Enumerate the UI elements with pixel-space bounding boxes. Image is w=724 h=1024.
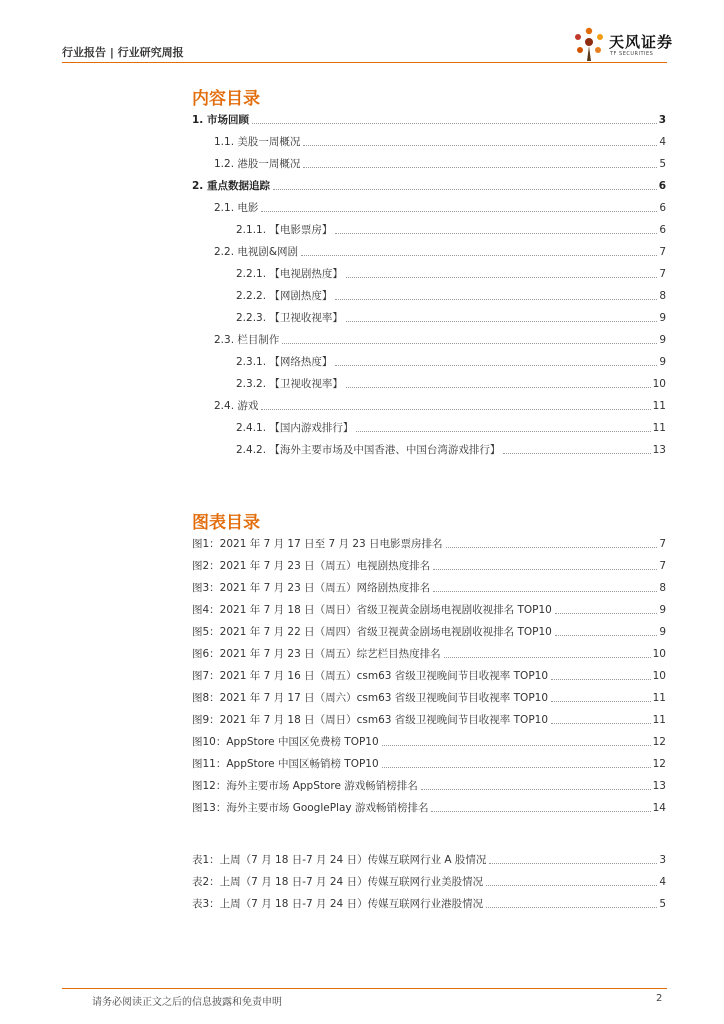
figure-item-8[interactable]: 图8：2021 年 7 月 17 日（周六）csm63 省级卫视晚间节目收视率 TOP10 11 <box>192 692 666 704</box>
toc-item-1-2[interactable]: 1.2. 港股一周概况 5 <box>214 158 666 170</box>
toc-item-2-3-1[interactable]: 2.3.1. 【网络热度】 9 <box>236 356 666 368</box>
toc-item-2-3-2[interactable]: 2.3.2. 【卫视收视率】 10 <box>236 378 666 390</box>
figure-item-13[interactable]: 图13：海外主要市场 GooglePlay 游戏畅销榜排名 14 <box>192 802 666 814</box>
page-number: 2 <box>656 993 663 1004</box>
logo-cn-text: 天风证券 <box>609 33 674 51</box>
table-item-2[interactable]: 表2：上周（7 月 18 日-7 月 24 日）传媒互联网行业美股情况 4 <box>192 876 666 888</box>
contents-title: 内容目录 <box>192 89 260 109</box>
figure-item-4[interactable]: 图4：2021 年 7 月 18 日（周日）省级卫视黄金剧场电视剧收视排名 TOP10 9 <box>192 604 666 616</box>
figure-item-7[interactable]: 图7：2021 年 7 月 16 日（周五）csm63 省级卫视晚间节目收视率 TOP10 10 <box>192 670 666 682</box>
toc-item-2-2-3[interactable]: 2.2.3. 【卫视收视率】 9 <box>236 312 666 324</box>
toc-item-1-1[interactable]: 1.1. 美股一周概况 4 <box>214 136 666 148</box>
toc-item-2-4-1[interactable]: 2.4.1. 【国内游戏排行】 11 <box>236 422 666 434</box>
toc-item-2[interactable]: 2. 重点数据追踪 6 <box>192 180 666 192</box>
figure-item-6[interactable]: 图6：2021 年 7 月 23 日（周五）综艺栏目热度排名 10 <box>192 648 666 660</box>
report-type-label: 行业报告 | 行业研究周报 <box>62 46 184 59</box>
footer-divider <box>62 988 667 989</box>
logo-en-text: TF SECURITIES <box>610 51 654 57</box>
figure-item-12[interactable]: 图12：海外主要市场 AppStore 游戏畅销榜排名 13 <box>192 780 666 792</box>
table-item-1[interactable]: 表1：上周（7 月 18 日-7 月 24 日）传媒互联网行业 A 股情况 3 <box>192 854 666 866</box>
header-divider <box>62 62 667 63</box>
figure-item-5[interactable]: 图5：2021 年 7 月 22 日（周四）省级卫视黄金剧场电视剧收视排名 TOP10 9 <box>192 626 666 638</box>
toc-item-2-2[interactable]: 2.2. 电视剧&网剧 7 <box>214 246 666 258</box>
footer-disclaimer: 请务必阅读正文之后的信息披露和免责申明 <box>92 997 282 1008</box>
toc-item-2-4[interactable]: 2.4. 游戏 11 <box>214 400 666 412</box>
toc-item-2-1-1[interactable]: 2.1.1. 【电影票房】 6 <box>236 224 666 236</box>
toc-item-2-1[interactable]: 2.1. 电影 6 <box>214 202 666 214</box>
figure-item-10[interactable]: 图10：AppStore 中国区免费榜 TOP10 12 <box>192 736 666 748</box>
toc-item-2-4-2[interactable]: 2.4.2. 【海外主要市场及中国香港、中国台湾游戏排行】 13 <box>236 444 666 456</box>
figure-item-11[interactable]: 图11：AppStore 中国区畅销榜 TOP10 12 <box>192 758 666 770</box>
toc-item-2-2-1[interactable]: 2.2.1. 【电视剧热度】 7 <box>236 268 666 280</box>
figure-item-2[interactable]: 图2：2021 年 7 月 23 日（周五）电视剧热度排名 7 <box>192 560 666 572</box>
figure-item-3[interactable]: 图3：2021 年 7 月 23 日（周五）网络剧热度排名 8 <box>192 582 666 594</box>
figures-title: 图表目录 <box>192 513 260 533</box>
toc-item-2-2-2[interactable]: 2.2.2. 【网剧热度】 8 <box>236 290 666 302</box>
table-item-3[interactable]: 表3：上周（7 月 18 日-7 月 24 日）传媒互联网行业港股情况 5 <box>192 898 666 910</box>
flower-logo-icon <box>571 26 607 62</box>
company-logo <box>571 26 674 62</box>
figure-item-9[interactable]: 图9：2021 年 7 月 18 日（周日）csm63 省级卫视晚间节目收视率 TOP10 11 <box>192 714 666 726</box>
toc-item-1[interactable]: 1. 市场回顾 3 <box>192 114 666 126</box>
figure-item-1[interactable]: 图1：2021 年 7 月 17 日至 7 月 23 日电影票房排名 7 <box>192 538 666 550</box>
toc-item-2-3[interactable]: 2.3. 栏目制作 9 <box>214 334 666 346</box>
